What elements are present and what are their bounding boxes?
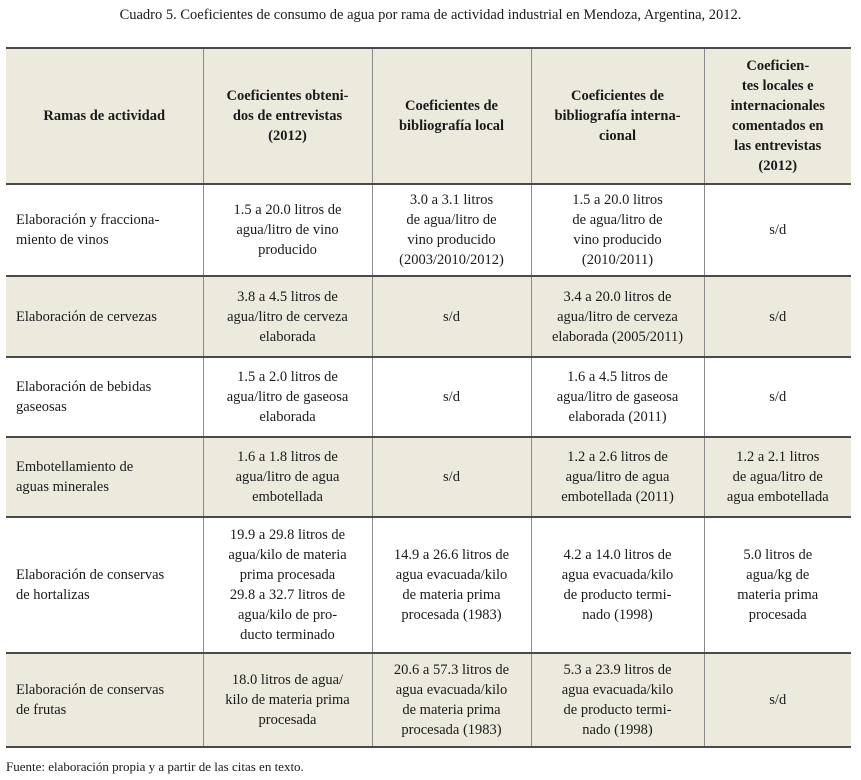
table-header-row: [6, 48, 851, 184]
table-row: [6, 653, 851, 747]
cell-bib-internacional: 1.5 a 20.0 litros de agua/litro de vino producido (2010/2011): [531, 184, 704, 276]
header-entrevistas: Coeficientes obteni- dos de entrevistas (2012): [203, 48, 372, 184]
cell-rama: Elaboración de conservas de hortalizas: [6, 517, 203, 653]
cell-comentados: 1.2 a 2.1 litros de agua/litro de agua embotellada: [704, 437, 851, 517]
header-bibliografia-internacional: Coeficientes de bibliografía interna- cional: [531, 48, 704, 184]
cell-bib-internacional: 3.4 a 20.0 litros de agua/litro de cerveza elaborada (2005/2011): [531, 276, 704, 357]
water-coefficients-table: [6, 47, 851, 748]
cell-bib-internacional: 4.2 a 14.0 litros de agua evacuada/kilo de producto termi- nado (1998): [531, 517, 704, 653]
cell-comentados: 5.0 litros de agua/kg de materia prima procesada: [704, 517, 851, 653]
cell-comentados: s/d: [704, 357, 851, 437]
cell-entrevistas: 1.5 a 2.0 litros de agua/litro de gaseosa elaborada: [203, 357, 372, 437]
header-coef-comentados: Coeficien- tes locales e internacionales comentados en las entrevistas (2012): [704, 48, 851, 184]
header-ramas: Ramas de actividad: [6, 48, 203, 184]
cell-bib-local: s/d: [372, 357, 531, 437]
cell-bib-local: 20.6 a 57.3 litros de agua evacuada/kilo de materia prima procesada (1983): [372, 653, 531, 747]
cell-bib-internacional: 1.6 a 4.5 litros de agua/litro de gaseosa elaborada (2011): [531, 357, 704, 437]
cell-comentados: s/d: [704, 653, 851, 747]
table-row: [6, 517, 851, 653]
cell-comentados: s/d: [704, 276, 851, 357]
cell-rama: Elaboración de conservas de frutas: [6, 653, 203, 747]
cell-entrevistas: 18.0 litros de agua/ kilo de materia prima procesada: [203, 653, 372, 747]
cell-rama: Elaboración de cervezas: [6, 276, 203, 357]
table-row: [6, 357, 851, 437]
table-row: [6, 276, 851, 357]
table-row: [6, 184, 851, 276]
cell-entrevistas: 1.5 a 20.0 litros de agua/litro de vino producido: [203, 184, 372, 276]
cell-rama: Embotellamiento de aguas minerales: [6, 437, 203, 517]
cell-bib-local: 3.0 a 3.1 litros de agua/litro de vino producido (2003/2010/2012): [372, 184, 531, 276]
header-bibliografia-local: Coeficientes de bibliografía local: [372, 48, 531, 184]
cell-comentados: s/d: [704, 184, 851, 276]
table-caption: Cuadro 5. Coeficientes de consumo de agua por rama de actividad industrial en Mendoza, Argentina, 2012.: [119, 7, 742, 23]
cell-bib-local: s/d: [372, 437, 531, 517]
cell-bib-local: 14.9 a 26.6 litros de agua evacuada/kilo de materia prima procesada (1983): [372, 517, 531, 653]
cell-bib-local: s/d: [372, 276, 531, 357]
cell-rama: Elaboración de bebidas gaseosas: [6, 357, 203, 437]
cell-bib-internacional: 5.3 a 23.9 litros de agua evacuada/kilo de producto termi- nado (1998): [531, 653, 704, 747]
cell-entrevistas: 19.9 a 29.8 litros de agua/kilo de materia prima procesada 29.8 a 32.7 litros de agua/kilo de pro- ducto terminado: [203, 517, 372, 653]
cell-rama: Elaboración y fracciona- miento de vinos: [6, 184, 203, 276]
cell-entrevistas: 3.8 a 4.5 litros de agua/litro de cerveza elaborada: [203, 276, 372, 357]
source-footnote: Fuente: elaboración propia y a partir de las citas en texto.: [6, 759, 304, 774]
cell-entrevistas: 1.6 a 1.8 litros de agua/litro de agua embotellada: [203, 437, 372, 517]
cell-bib-internacional: 1.2 a 2.6 litros de agua/litro de agua embotellada (2011): [531, 437, 704, 517]
table-row: [6, 437, 851, 517]
